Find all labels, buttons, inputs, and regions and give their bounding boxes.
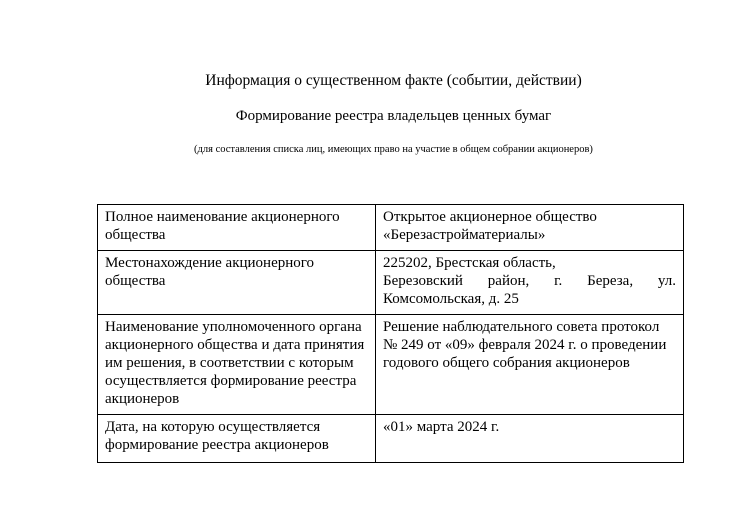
row-value: «01» марта 2024 г.	[376, 415, 684, 463]
row-value	[376, 251, 684, 315]
row-label: Полное наименование акционерного общества	[98, 205, 376, 251]
table-row-company-name	[98, 205, 684, 251]
facts-table	[97, 204, 684, 463]
row-value: Решение наблюдательного совета протокол № 249 от «09» февраля 2024 г. о проведении годового общего собрания акционеров	[376, 315, 684, 415]
row-label: Наименование уполномоченного органа акционерного общества и дата принятия им решения, в соответствии с которым осуществляется формирование реестра акционеров	[98, 315, 376, 415]
document-title: Информация о существенном факте (событии, действии)	[205, 72, 582, 89]
row-label: Дата, на которую осуществляется формирование реестра акционеров	[98, 415, 376, 463]
document-subtitle: Формирование реестра владельцев ценных бумаг	[235, 108, 552, 124]
document-note: (для составления списка лиц, имеющих право на участие в общем собрании акционеров)	[194, 144, 593, 155]
address-line: Комсомольская, д. 25	[383, 291, 519, 307]
row-label: Местонахождение акционерного общества	[98, 251, 376, 315]
row-value: Открытое акционерное общество «Березастройматериалы»	[376, 205, 684, 251]
table-row-location	[98, 251, 684, 315]
table-row-authorized-body	[98, 315, 684, 415]
address-line: 225202, Брестская область,	[383, 255, 556, 271]
address-line: Березовский район, г. Береза, ул.	[383, 273, 676, 289]
table-row-record-date	[98, 415, 684, 463]
